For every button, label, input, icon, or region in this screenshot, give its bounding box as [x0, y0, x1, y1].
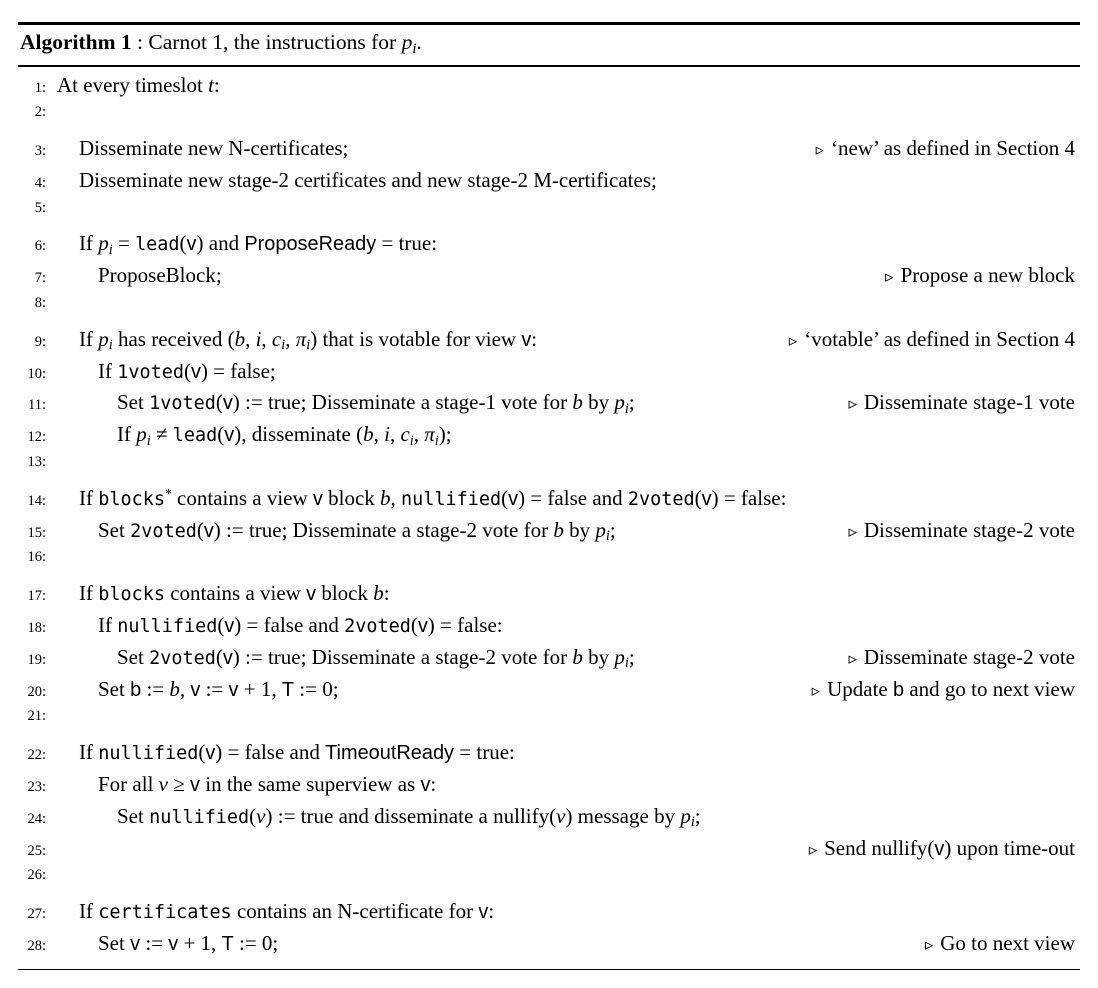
text-segment: (	[694, 485, 702, 510]
text-segment: Go to next view	[940, 931, 1075, 956]
algorithm-line	[18, 231, 1080, 263]
line-number: 22:	[27, 747, 46, 764]
algorithm-line	[18, 390, 1080, 422]
text-segment: + 1,	[238, 676, 282, 701]
text-segment: 2voted	[130, 520, 197, 542]
algorithm-line	[18, 422, 1080, 454]
text-segment: (	[410, 613, 418, 638]
text-segment: ≥	[168, 772, 191, 797]
algorithm-line	[18, 549, 1080, 581]
text-segment: Set	[117, 390, 150, 415]
algorithm-title	[148, 30, 422, 57]
text-segment: Carnot 1, the instructions for	[148, 30, 402, 54]
text-segment: ) message by	[565, 803, 681, 828]
text-segment: + 1,	[178, 931, 222, 956]
text-segment: v	[508, 487, 519, 510]
text-segment: ;	[694, 803, 701, 828]
algorithm-line	[18, 867, 1080, 899]
comment-marker-icon: ▹	[788, 329, 798, 350]
line-number: 18:	[27, 620, 46, 637]
line-code	[57, 804, 701, 829]
text-segment: contains a view	[171, 485, 313, 510]
comment-marker-icon: ▹	[924, 934, 934, 955]
line-number: 26:	[27, 867, 46, 884]
line-code	[57, 645, 635, 670]
text-segment: ,	[261, 326, 272, 351]
text-segment: ,	[245, 326, 256, 351]
line-code	[57, 422, 452, 447]
text-segment: b	[130, 678, 142, 701]
text-segment: v	[312, 487, 323, 510]
text-segment: i	[605, 528, 610, 545]
header-separator: :	[131, 30, 149, 54]
text-segment: i	[255, 326, 262, 351]
line-code	[57, 581, 390, 606]
line-number: 2:	[34, 104, 46, 121]
comment-marker-icon: ▹	[811, 679, 821, 700]
text-segment: b	[234, 326, 246, 351]
line-number: 21:	[27, 708, 46, 725]
text-segment: i	[690, 814, 695, 831]
text-segment: ‘new’ as defined in Section 4	[831, 136, 1075, 161]
algorithm-line	[18, 168, 1080, 200]
text-segment: For all	[98, 772, 159, 797]
text-segment: nullified	[117, 616, 218, 638]
algorithm-line	[18, 518, 1080, 550]
text-segment: (	[179, 231, 187, 256]
text-segment: := 0;	[233, 931, 279, 956]
line-number: 1:	[34, 79, 46, 96]
line-code	[57, 168, 657, 193]
text-segment: v	[186, 233, 197, 256]
text-segment: block	[316, 581, 374, 606]
text-segment: (	[217, 422, 225, 447]
line-number: 9:	[34, 333, 46, 350]
text-segment: ), disseminate (	[234, 422, 364, 447]
line-code	[57, 136, 348, 161]
text-segment: ) = false and	[518, 485, 628, 510]
text-segment: :=	[141, 676, 170, 701]
algorithm-line	[18, 740, 1080, 772]
text-segment: := 0;	[294, 676, 339, 701]
text-segment: :	[430, 772, 437, 797]
text-segment: v	[934, 837, 945, 860]
comment-marker-icon: ▹	[848, 647, 857, 668]
line-number: 16:	[27, 549, 46, 566]
algorithm-line	[18, 327, 1080, 359]
text-segment: ,	[373, 422, 385, 447]
line-number: 12:	[27, 429, 46, 446]
text-segment: i	[281, 337, 286, 354]
text-segment: T	[281, 678, 295, 701]
line-number: 13:	[27, 454, 46, 471]
text-segment: If	[98, 358, 118, 383]
line-number: 27:	[27, 906, 46, 923]
text-segment: i	[108, 337, 113, 354]
line-number: 25:	[27, 842, 46, 859]
line-code	[57, 73, 220, 98]
text-segment: c	[400, 422, 410, 447]
text-segment: (	[215, 390, 223, 415]
line-code	[57, 613, 503, 638]
text-segment: lead	[135, 234, 180, 256]
line-code	[57, 740, 515, 765]
text-segment: (	[249, 803, 257, 828]
text-segment: ;	[628, 644, 635, 669]
text-segment: Set	[98, 931, 131, 956]
line-comment	[834, 645, 1075, 670]
text-segment: π	[424, 422, 435, 447]
text-segment: p	[680, 803, 691, 828]
line-number: 17:	[27, 588, 46, 605]
text-segment: nullified	[98, 743, 199, 765]
text-segment: v	[224, 424, 235, 447]
text-segment: b	[373, 581, 384, 606]
algorithm-line	[18, 581, 1080, 613]
algorithm-line	[18, 804, 1080, 836]
text-segment: blocks	[98, 488, 165, 510]
text-segment: :=	[200, 676, 229, 701]
line-number: 11:	[28, 397, 46, 414]
text-segment: i	[434, 432, 439, 449]
text-segment: *	[164, 486, 172, 502]
line-number: 8:	[34, 295, 46, 312]
text-segment: ,	[285, 326, 296, 351]
comment-marker-icon: ▹	[808, 838, 818, 859]
text-segment: :	[383, 581, 390, 606]
line-code	[57, 327, 537, 352]
text-segment: = true:	[376, 231, 438, 256]
algorithm-line	[18, 645, 1080, 677]
text-segment: If	[79, 326, 99, 351]
line-comment	[871, 263, 1075, 288]
comment-marker-icon: ▹	[848, 520, 857, 541]
text-segment: by	[582, 390, 615, 415]
text-segment: ) := true; Disseminate a stage-2 vote for	[232, 644, 573, 669]
text-segment: i	[409, 432, 414, 449]
text-segment: π	[295, 326, 307, 351]
text-segment: );	[438, 422, 452, 447]
line-comment	[795, 836, 1075, 861]
text-segment: (	[183, 358, 191, 383]
text-segment: = true:	[454, 740, 515, 765]
text-segment: ) that is votable for view	[310, 326, 522, 351]
algorithm-header	[18, 25, 1080, 65]
text-segment: blocks	[98, 584, 165, 606]
algorithm-line	[18, 136, 1080, 168]
text-segment: ) = false:	[427, 613, 503, 638]
text-segment: v	[222, 392, 233, 415]
line-number: 10:	[27, 365, 46, 382]
text-segment: i	[146, 432, 151, 449]
algorithm-line	[18, 931, 1080, 963]
line-comment	[911, 931, 1075, 956]
text-segment: and go to next view	[904, 676, 1075, 701]
text-segment: Set	[117, 803, 150, 828]
text-segment: At every timeslot	[57, 72, 209, 97]
line-code	[57, 899, 494, 924]
text-segment: Disseminate stage-1 vote	[863, 390, 1075, 415]
line-number: 20:	[27, 683, 46, 700]
line-code	[57, 231, 438, 259]
text-segment: ,	[179, 676, 191, 701]
text-segment: Propose a new block	[900, 263, 1075, 288]
text-segment: If	[117, 422, 137, 447]
text-segment: v	[306, 583, 317, 606]
text-segment: =	[112, 231, 136, 256]
text-segment: contains an N-certificate for	[231, 899, 479, 924]
text-segment: If	[98, 613, 118, 638]
text-segment: 1voted	[117, 361, 184, 383]
text-segment: ) = false and	[215, 740, 326, 765]
text-segment: 2voted	[627, 488, 695, 510]
text-segment: TimeoutReady	[325, 742, 455, 765]
line-code	[57, 677, 339, 702]
line-comment	[775, 327, 1075, 352]
text-segment: v	[417, 615, 428, 638]
text-segment: b	[380, 485, 391, 510]
text-segment: v	[190, 678, 201, 701]
comment-marker-icon: ▹	[885, 266, 894, 287]
text-segment: ) = false;	[200, 358, 276, 383]
text-segment: Disseminate stage-2 vote	[863, 517, 1075, 542]
algorithm-line	[18, 454, 1080, 486]
text-segment: If	[79, 485, 99, 510]
algorithm-line	[18, 104, 1080, 136]
text-segment: i	[384, 422, 390, 447]
text-segment: ‘votable’ as defined in Section 4	[804, 326, 1075, 351]
text-segment: in the same superview as	[200, 772, 421, 797]
text-segment: :	[488, 899, 495, 924]
text-segment: :	[213, 72, 220, 97]
text-segment: Update	[827, 676, 894, 701]
text-segment: (	[501, 485, 509, 510]
line-comment	[802, 136, 1075, 161]
text-segment: ProposeReady	[244, 233, 377, 256]
text-segment: b	[572, 644, 583, 669]
line-code	[57, 263, 222, 288]
algorithm-label: Algorithm 1	[20, 30, 132, 54]
bottom-rule	[18, 969, 1080, 971]
text-segment: b	[363, 422, 374, 447]
line-code	[57, 518, 616, 543]
text-segment: ) = false:	[711, 485, 787, 510]
text-segment: Send nullify(	[824, 835, 935, 860]
text-segment: t	[208, 72, 214, 97]
text-segment: (	[198, 740, 206, 765]
text-segment: v	[130, 933, 141, 956]
text-segment: v	[256, 803, 266, 828]
comment-marker-icon: ▹	[815, 139, 825, 160]
text-segment: v	[222, 646, 233, 669]
text-segment: ,	[390, 485, 402, 510]
text-segment: v	[190, 360, 201, 383]
text-segment: v	[701, 487, 712, 510]
text-segment: If	[79, 899, 99, 924]
text-segment: c	[271, 326, 282, 351]
text-segment: 2voted	[344, 616, 411, 638]
text-segment: v	[521, 328, 532, 351]
text-segment: lead	[172, 425, 218, 447]
text-segment: ;	[609, 517, 616, 542]
text-segment: certificates	[98, 902, 232, 924]
text-segment: ) upon time-out	[944, 835, 1075, 860]
text-segment: (	[217, 613, 225, 638]
text-segment: ,	[389, 422, 401, 447]
line-number: 19:	[27, 651, 46, 668]
text-segment: (	[215, 644, 223, 669]
line-number: 4:	[34, 174, 46, 191]
text-segment: p	[136, 422, 147, 447]
text-segment: ) := true; Disseminate a stage-1 vote for	[232, 390, 573, 415]
text-segment: nullified	[401, 488, 502, 510]
text-segment: ≠	[150, 422, 173, 447]
text-segment: (	[196, 517, 204, 542]
algorithm-line	[18, 200, 1080, 232]
algorithm-line	[18, 899, 1080, 931]
text-segment: p	[595, 517, 606, 542]
text-segment: by	[563, 517, 596, 542]
text-segment: ProposeBlock;	[98, 263, 222, 288]
text-segment: nullified	[149, 806, 250, 828]
text-segment: b	[572, 390, 583, 415]
text-segment: ) := true; Disseminate a stage-2 vote for	[213, 517, 554, 542]
algorithm-line	[18, 263, 1080, 295]
text-segment: b	[169, 676, 180, 701]
text-segment: Set	[117, 644, 150, 669]
text-segment: v	[224, 615, 235, 638]
line-comment	[798, 677, 1075, 702]
line-number: 7:	[34, 270, 46, 287]
text-segment: contains a view	[164, 581, 307, 606]
line-number: 15:	[27, 524, 46, 541]
text-segment: T	[221, 933, 234, 956]
text-segment: i	[624, 655, 629, 672]
algorithm-line	[18, 613, 1080, 645]
text-segment: If	[79, 740, 99, 765]
line-code	[57, 486, 786, 511]
text-segment: v	[420, 774, 431, 797]
line-comment	[834, 390, 1075, 415]
algorithm-line	[18, 73, 1080, 105]
text-segment: ) := true and disseminate a nullify(	[265, 803, 557, 828]
text-segment: v	[478, 901, 489, 924]
text-segment: v	[168, 933, 179, 956]
text-segment: p	[614, 390, 625, 415]
text-segment: If	[79, 231, 99, 256]
line-number: 6:	[34, 238, 46, 255]
algorithm-line	[18, 295, 1080, 327]
algorithm-body	[18, 67, 1080, 969]
line-number: 3:	[34, 143, 46, 160]
line-code	[57, 931, 278, 956]
line-code	[57, 390, 635, 418]
text-segment: v	[228, 678, 239, 701]
text-segment: ) and	[196, 231, 245, 256]
algorithm-line	[18, 836, 1080, 868]
text-segment: If	[79, 581, 99, 606]
text-segment: ,	[413, 422, 425, 447]
text-segment: Set	[98, 676, 131, 701]
text-segment: v	[190, 774, 200, 797]
text-segment: i	[412, 40, 417, 57]
text-segment: ) = false and	[234, 613, 345, 638]
text-segment: :	[531, 326, 538, 351]
line-comment	[834, 518, 1075, 543]
text-segment: p	[98, 326, 109, 351]
line-number: 14:	[27, 492, 46, 509]
text-segment: i	[624, 401, 629, 418]
algorithm-line	[18, 486, 1080, 518]
line-number: 23:	[27, 779, 46, 796]
line-code	[57, 359, 276, 384]
text-segment: has received (	[112, 326, 235, 351]
text-segment: p	[401, 30, 413, 54]
line-number: 28:	[27, 938, 46, 955]
text-segment: b	[553, 517, 564, 542]
text-segment: v	[556, 803, 566, 828]
text-segment: v	[205, 742, 216, 765]
text-segment: .	[416, 30, 422, 54]
text-segment: by	[582, 644, 615, 669]
algorithm-line	[18, 708, 1080, 740]
text-segment: Disseminate new stage-2 certificates and new stage-2 M-certificates;	[79, 167, 657, 192]
text-segment: v	[158, 772, 168, 797]
line-number: 5:	[34, 199, 46, 216]
text-segment: b	[893, 678, 905, 701]
line-number: 24:	[27, 810, 46, 827]
text-segment: Set	[98, 517, 131, 542]
text-segment: Disseminate new N-certificates;	[79, 136, 349, 161]
text-segment: 1voted	[149, 393, 216, 415]
text-segment: i	[108, 242, 113, 259]
algorithm-box	[18, 22, 1080, 970]
algorithm-line	[18, 772, 1080, 804]
text-segment: ;	[628, 390, 635, 415]
text-segment: Disseminate stage-2 vote	[863, 644, 1075, 669]
text-segment: v	[203, 519, 214, 542]
algorithm-line	[18, 359, 1080, 391]
text-segment: block	[322, 485, 381, 510]
comment-marker-icon: ▹	[848, 393, 857, 414]
text-segment: i	[306, 337, 311, 354]
line-code	[57, 772, 436, 797]
text-segment: p	[98, 231, 109, 256]
text-segment: :=	[140, 931, 169, 956]
text-segment: 2voted	[149, 647, 216, 669]
text-segment: p	[614, 644, 625, 669]
algorithm-line	[18, 677, 1080, 709]
